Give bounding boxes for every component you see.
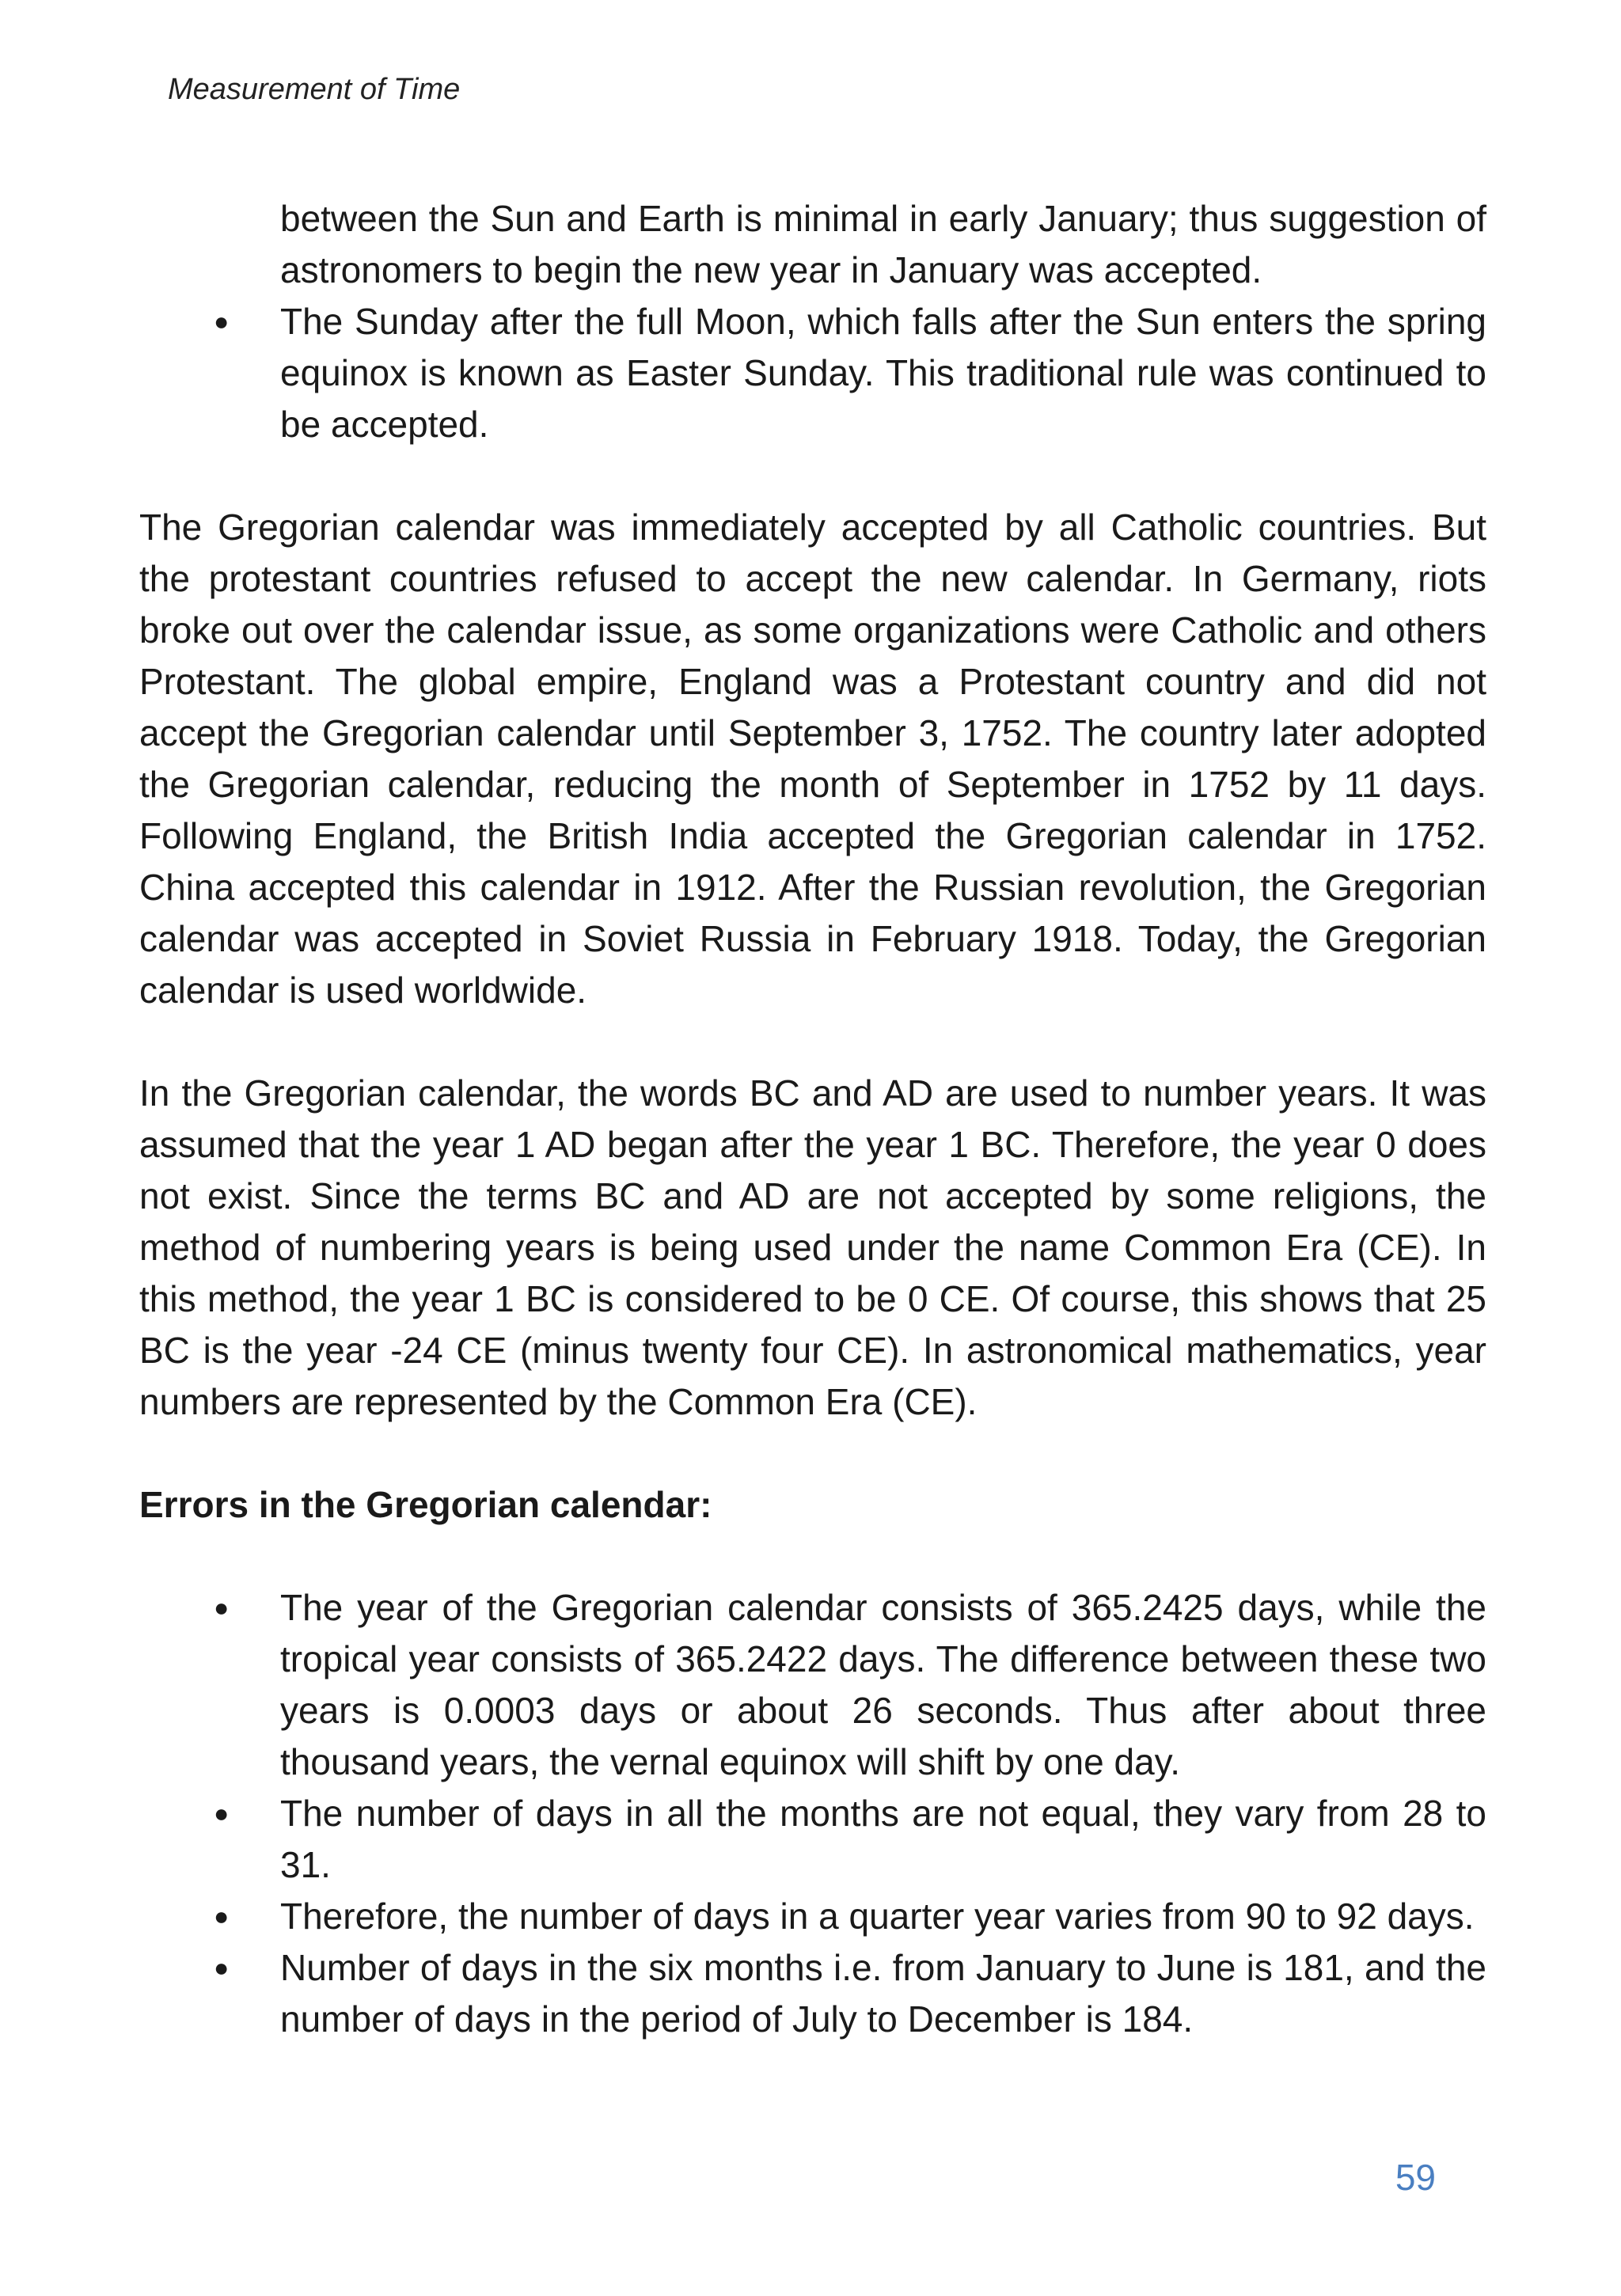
list-item-text: between the Sun and Earth is minimal in early January; thus suggestion of astronomers to begin the new year in January was accepted. [280, 198, 1486, 290]
list-item [139, 1788, 1486, 1891]
page-number: 59 [1395, 2157, 1436, 2198]
running-header: Measurement of Time [168, 73, 461, 106]
list-item-text: Number of days in the six months i.e. from January to June is 181, and the number of days in the period of July to December is 184. [280, 1947, 1486, 2040]
list-item [139, 1582, 1486, 1788]
continued-bullet-list [139, 193, 1486, 450]
section-heading: Errors in the Gregorian calendar: [139, 1484, 712, 1525]
errors-bullet-list [139, 1582, 1486, 2045]
list-item [139, 1891, 1486, 1942]
paragraph-calendar-adoption: The Gregorian calendar was immediately accepted by all Catholic countries. But the protestant countries refused to accept the new calendar. In Germany, riots broke out over the calendar issue, as some organizations were Catholic and others Protestant. The global empire, England was a Protestant country and did not accept the Gregorian calendar until September 3, 1752. The country later adopted the Gregorian calendar, reducing the month of September in 1752 by 11 days. Following England, the British India accepted the Gregorian calendar in 1752. China accepted this calendar in 1912. After the Russian revolution, the Gregorian calendar was accepted in Soviet Russia in February 1918. Today, the Gregorian calendar is used worldwide. [139, 507, 1486, 1011]
bullet-icon: ● [214, 1799, 230, 1827]
list-item [139, 1942, 1486, 2045]
list-item [139, 296, 1486, 450]
list-item-text: The number of days in all the months are not equal, they vary from 28 to 31. [280, 1793, 1486, 1885]
list-item [139, 193, 1486, 296]
paragraph-year-numbering: In the Gregorian calendar, the words BC and AD are used to number years. It was assumed that the year 1 AD began after the year 1 BC. Therefore, the year 0 does not exist. Since the terms BC and AD are not accepted by some religions, the method of numbering years is being used under the name Common Era (CE). In this method, the year 1 BC is considered to be 0 CE. Of course, this shows that 25 BC is the year -24 CE (minus twenty four CE). In astronomical mathematics, year numbers are represented by the Common Era (CE). [139, 1072, 1486, 1422]
list-item-text: The Sunday after the full Moon, which falls after the Sun enters the spring equinox is known as Easter Sunday. This traditional rule was continued to be accepted. [280, 301, 1486, 445]
list-item-text: The year of the Gregorian calendar consists of 365.2425 days, while the tropical year consists of 365.2422 days. The difference between these two years is 0.0003 days or about 26 seconds. Thus after about three thousand years, the vernal equinox will shift by one day. [280, 1587, 1486, 1782]
bullet-icon: ● [214, 1953, 230, 1982]
bullet-icon: ● [214, 307, 230, 336]
bullet-icon: ● [214, 1593, 230, 1622]
bullet-icon: ● [214, 1902, 230, 1930]
list-item-text: Therefore, the number of days in a quarter year varies from 90 to 92 days. [280, 1896, 1475, 1937]
page-content [139, 193, 1486, 2045]
